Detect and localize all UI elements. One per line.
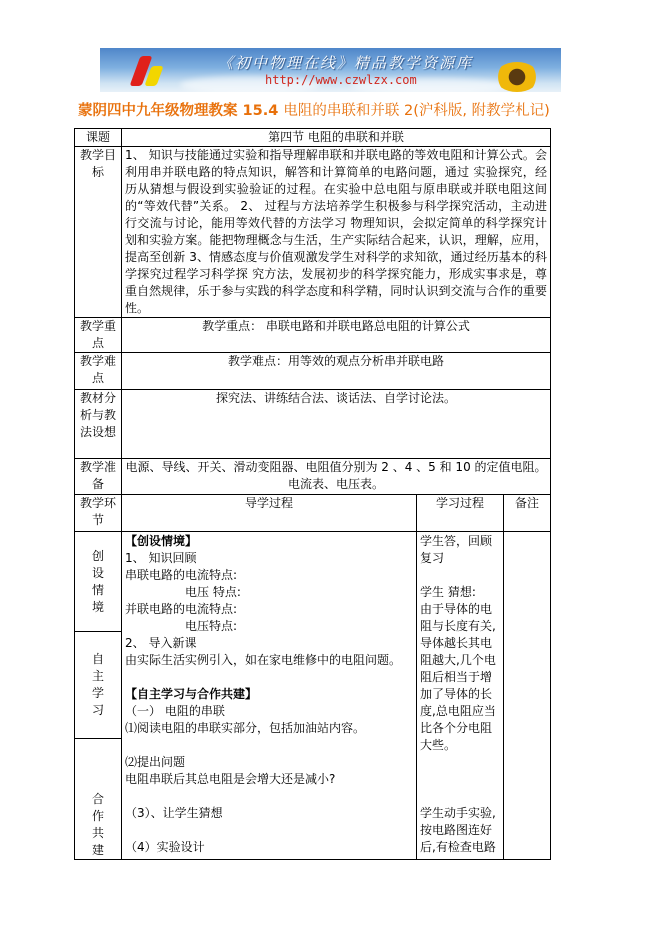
header-study: 学习过程 [417,495,504,532]
study-line: 学生答，回顾 [420,534,493,548]
study-line: 比各个分电阻 [420,721,493,735]
guide-line: ⑵提出问题 [125,755,186,769]
stage-self-study: 自主学习 [75,632,122,739]
document-title [78,99,550,120]
study-line: 大些。 [420,738,457,752]
prep-label: 教学准备 [75,459,122,495]
method-label: 教材分析与教法设想 [75,390,122,459]
lesson-plan-table [74,128,551,860]
study-line [420,567,500,584]
header-guide: 导学过程 [122,495,417,532]
study-line: 学生动手实验, [420,806,496,820]
study-line: 阻与长度有关, [420,619,496,633]
guide-line [125,737,413,754]
prep-text: 电源、导线、开关、滑动变阻器、电阻值分别为 2 、4 、5 和 10 的定值电阻。电流表、电压表。 [122,459,551,495]
topic-value: 第四节 电阻的串联和并联 [122,129,551,147]
study-line [420,754,500,771]
guide-process-cell [122,532,417,860]
study-line: 阻后相当于增 [420,670,493,684]
key-points-label: 教学重点 [75,318,122,353]
remark-cell [504,532,551,860]
header-banner [100,48,561,92]
header-stage: 教学环节 [75,495,122,532]
guide-line: 电阻串联后其总电阻是会增大还是减小? [125,772,336,786]
difficulty-label: 教学难点 [75,353,122,390]
topic-label: 课题 [75,129,122,147]
study-line: 后,有检查电路 [420,840,496,854]
guide-line: 【自主学习与合作共建】 [125,687,258,701]
guide-line [125,788,413,805]
study-line [420,788,500,805]
stage-create-scene: 创设情境 [75,532,122,632]
sunflower-image [495,62,539,92]
study-process-cell [417,532,504,860]
guide-line [125,822,413,839]
study-line: 按电路图连好 [420,823,493,837]
study-line: 度,总电阻应当 [420,704,496,718]
difficulty-text: 教学难点：用等效的观点分析串并联电路 [122,353,551,390]
banner-title: 《初中物理在线》精品教学资源库 [218,54,474,72]
guide-line: （3）、让学生猜想 [125,806,223,820]
guide-line: 并联电路的电流特点: [125,602,238,616]
goals-label: 教学目标 [75,147,122,318]
banner-url: http://www.czwlzx.com [265,73,417,87]
guide-line: 串联电路的电流特点: [125,568,238,582]
title-rest: 电阻的串联和并联 2(沪科版, 附教学札记) [283,103,550,119]
study-line: 阻越大,几个电 [420,653,496,667]
study-line [420,771,500,788]
stage-cooperate: 合作共建 [75,739,122,860]
guide-line: 2、 导入新课 [125,636,197,650]
header-remark: 备注 [504,495,551,532]
guide-line: 由实际生活实例引入，如在家电维修中的电阻问题。 [125,653,402,667]
guide-line: 1、 知识回顾 [125,551,197,565]
title-bold: 蒙阴四中九年级物理教案 15.4 [78,103,279,119]
study-line: 学生 猜想: [420,585,476,599]
guide-line: （4）实验设计 [125,840,205,854]
guide-line: 电压 特点: [185,585,241,599]
guide-line: ⑴阅读电阻的串联实部分，包括加油站内容。 [125,721,366,735]
key-points-text: 教学重点： 串联电路和并联电路总电阻的计算公式 [122,318,551,353]
guide-line: 【创设情境】 [125,534,198,548]
method-text: 探究法、讲练结合法、谈话法、自学讨论法。 [122,390,551,459]
guide-line [125,669,413,686]
goals-text: 1、 知识与技能通过实验和指导理解串联和并联电路的等效电阻和计算公式。会利用串并联电路的特点知识，解答和计算简单的电路问题，通过 实验探究，经历从猜想与假设到实验验证的过程。在实验中总电阻与原串联或并联电阻这间的“等效代替”关系。 2、 过程与方法培养学生积极参与科学探究活动，主动进行交流与讨论，能用等效代替的方法学习 物理知识，会拟定简单的科学探究计划和实验方案。能把物理概念与生活，生产实际结合起来，认识，理解，应用，提高至创新 3、情感态度与价值观激发学生对科学的求知欲，通过经历基本的科学探究过程学习科学探 究方法，发展初步的科学探究能力，形成实事求是，尊重自然规律，乐于参与实践的科学态度和科学精，同时认识到交流与合作的重要性。 [122,147,551,318]
study-line: 导体越长其电 [420,636,493,650]
study-line: 加了导体的长 [420,687,493,701]
guide-line: （一） 电阻的串联 [125,704,225,718]
study-line: 复习 [420,551,445,565]
study-line: 由于导体的电 [420,602,493,616]
guide-line: 电压特点: [185,619,238,633]
